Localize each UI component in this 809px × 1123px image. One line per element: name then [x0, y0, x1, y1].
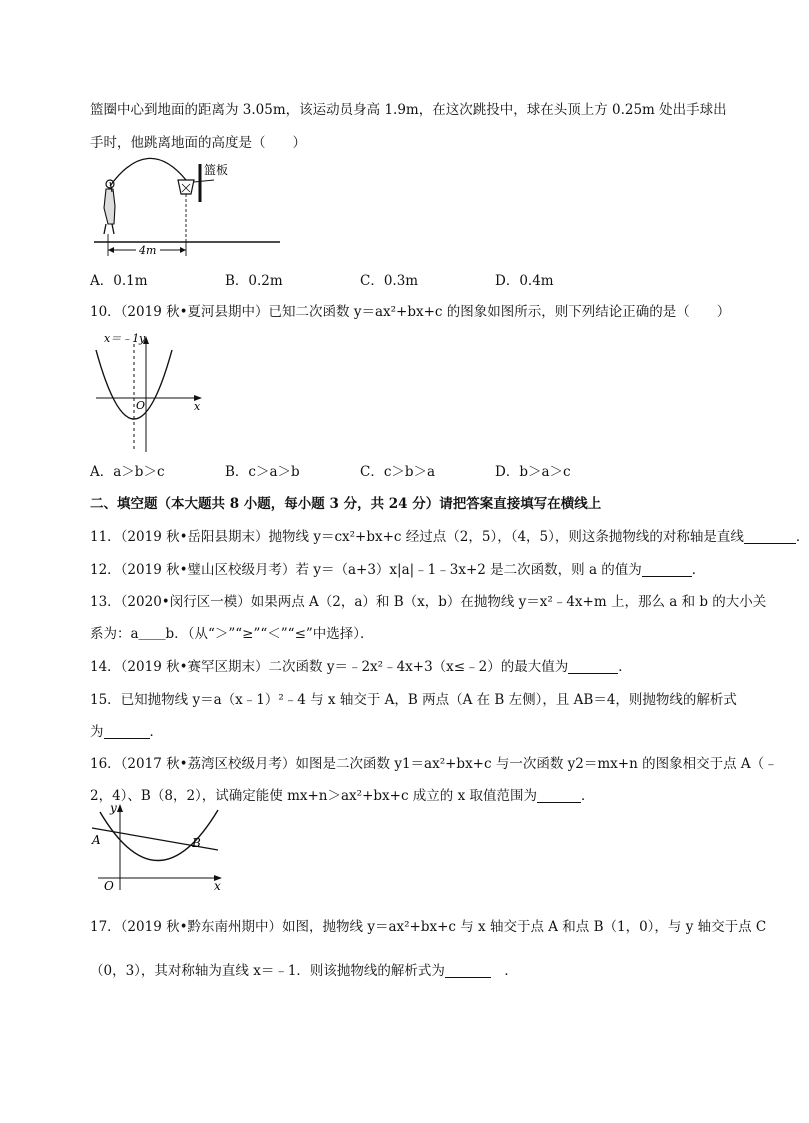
q12-answer-blank[interactable]: [642, 562, 692, 577]
q16-y-label: y: [110, 801, 117, 815]
q11-body: 11．（2019 秋•岳阳县期末）抛物线 y＝cx²+bx+c 经过点（2，5），（4，5），则这条抛物线的对称轴是直线: [90, 529, 744, 545]
q13-line-1: 13．（2020•闵行区一模）如果两点 A（2，a）和 B（x，b）在抛物线 y＝x²﹣4x+m 上，那么 a 和 b 的大小关: [90, 594, 767, 610]
q9-board-label: 篮板: [204, 163, 229, 177]
q9-option-c: C．0.3m: [360, 273, 419, 289]
q15-line-1: 15．已知抛物线 y＝a（x﹣1）²﹣4 与 x 轴交于 A，B 两点（A 在 B 左侧），且 AB＝4，则抛物线的解析式: [90, 692, 737, 708]
q11-text: 11．（2019 秋•岳阳县期末）抛物线 y＝cx²+bx+c 经过点（2，5），（4，5），则这条抛物线的对称轴是直线 ．: [90, 529, 809, 545]
q16-line-2: 2，4）、B（8，2），试确定能使 mx+n＞ax²+bx+c 成立的 x 取值范围为 ．: [90, 788, 595, 804]
q9-line-1: 篮圈中心到地面的距离为 3.05m，该运动员身高 1.9m，在这次跳投中，球在头顶上方 0.25m 处出手球出: [90, 102, 727, 118]
q13-line-2: 系为：a＿＿b．（从“＞”“≥”“＜”“≤”中选择）．: [90, 626, 374, 642]
q12-body: 12．（2019 秋•璧山区校级月考）若 y＝（a+3）x|a|﹣1﹣3x+2 是二次函数，则 a 的值为: [90, 562, 642, 578]
q9-distance-label: 4m: [139, 244, 157, 257]
q9-option-a: A．0.1m: [90, 273, 148, 289]
q10-option-b: B．c＞a＞b: [225, 464, 300, 480]
q16-origin-label: O: [104, 879, 114, 893]
q16-line-2-body: 2，4）、B（8，2），试确定能使 mx+n＞ax²+bx+c 成立的 x 取值范围为: [90, 788, 537, 804]
q14-body: 14．（2019 秋•赛罕区期末）二次函数 y＝﹣2x²﹣4x+3（x≤﹣2）的最大值为: [90, 659, 569, 675]
section-2-heading: 二、填空题（本大题共 8 小题，每小题 3 分，共 24 分）请把答案直接填写在横线上: [90, 496, 602, 512]
q10-y-label: y: [139, 332, 146, 345]
q9-option-d: D．0.4m: [495, 273, 554, 289]
q9-option-b: B．0.2m: [225, 273, 283, 289]
q10-text: 10．（2019 秋•夏河县期中）已知二次函数 y＝ax²+bx+c 的图象如图所示，则下列结论正确的是（ ）: [90, 304, 731, 320]
q16-x-label: x: [214, 879, 221, 893]
q10-option-d: D．b＞a＞c: [495, 464, 571, 480]
q17-line-2-body: （0，3），其对称轴为直线 x＝﹣1．则该抛物线的解析式为: [90, 963, 445, 979]
q17-line-1: 17．（2019 秋•黔东南州期中）如图，抛物线 y＝ax²+bx+c 与 x 轴交于点 A 和点 B（1，0），与 y 轴交于点 C: [90, 919, 767, 935]
q16-answer-blank[interactable]: [537, 788, 581, 803]
q10-option-c: C．c＞b＞a: [360, 464, 436, 480]
q10-axis-label: x＝﹣1: [104, 332, 140, 345]
q10-option-a: A．a＞b＞c: [90, 464, 165, 480]
q16-point-a-label: A: [92, 833, 101, 847]
q15-answer-blank[interactable]: [104, 724, 150, 739]
q17-line-2: （0，3），其对称轴为直线 x＝﹣1．则该抛物线的解析式为 ．: [90, 963, 518, 979]
q16-line-1: 16．（2017 秋•荔湾区校级月考）如图是二次函数 y1＝ax²+bx+c 与一次函数 y2＝mx+n 的图象相交于点 A（﹣: [90, 756, 778, 772]
q16-graph-figure: [88, 800, 238, 892]
q14-answer-blank[interactable]: [568, 659, 618, 674]
q15-line-2: 为 ．: [90, 724, 163, 740]
q9-line-2: 手时，他跳离地面的高度是（ ）: [90, 135, 306, 151]
q14-text: 14．（2019 秋•赛罕区期末）二次函数 y＝﹣2x²﹣4x+3（x≤﹣2）的最大值为 ．: [90, 659, 632, 675]
q11-answer-blank[interactable]: [744, 529, 796, 544]
q15-line-2-body: 为: [90, 724, 104, 740]
q10-parabola-figure: [90, 328, 220, 458]
q17-answer-blank[interactable]: [445, 963, 491, 978]
q10-x-label: x: [194, 400, 201, 413]
q12-text: 12．（2019 秋•璧山区校级月考）若 y＝（a+3）x|a|﹣1﹣3x+2 是二次函数，则 a 的值为 ．: [90, 562, 706, 578]
q9-basketball-figure: [88, 158, 288, 258]
q10-origin-label: O: [136, 399, 146, 412]
q16-point-b-label: B: [192, 836, 201, 850]
